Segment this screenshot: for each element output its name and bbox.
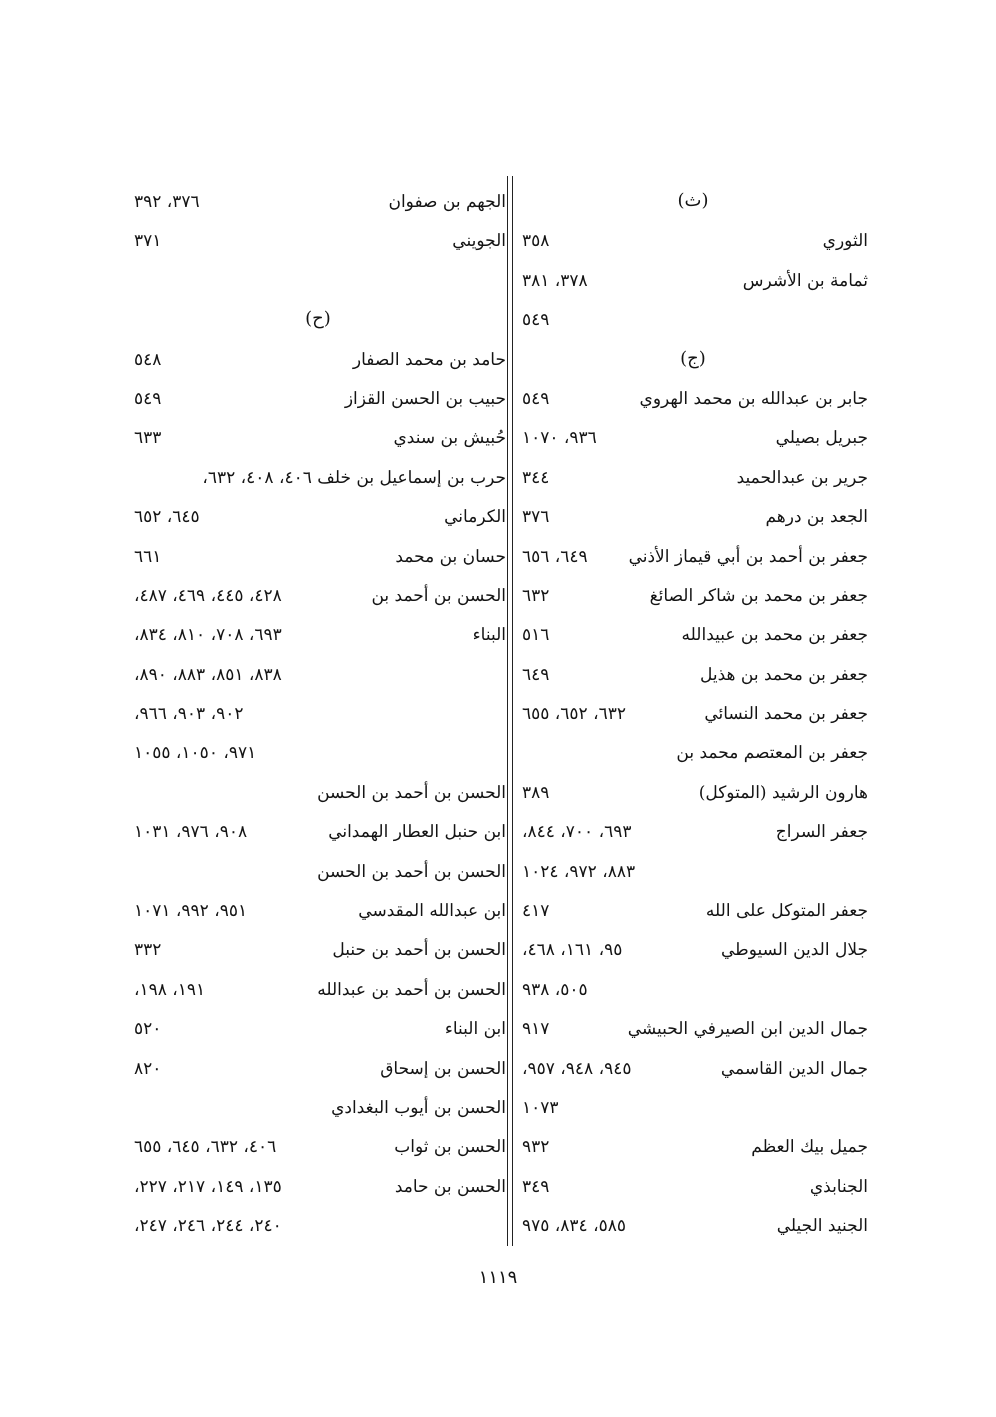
index-entry <box>130 739 506 778</box>
entry-pages: ٣٨٩ <box>522 782 550 803</box>
entry-name: ابن عبدالله المقدسي <box>358 901 506 922</box>
index-entry <box>130 1094 506 1133</box>
index-entry <box>518 1055 868 1094</box>
entry-pages: ٣٧٦، ٣٩٢ <box>134 192 200 212</box>
entry-pages: ٣٤٤ <box>522 467 550 488</box>
entry-name: الجعد بن درهم <box>765 507 868 528</box>
entry-name: الحسن بن أحمد بن عبدالله <box>317 979 506 1000</box>
section-heading <box>518 346 868 385</box>
page-number: ١١١٩ <box>478 1267 518 1288</box>
entry-name: ابن البناء <box>444 1019 506 1040</box>
entry-pages: ٩٥١، ٩٩٢، ١٠٧١ <box>134 901 248 922</box>
entry-pages: ٥٤٩ <box>522 388 550 409</box>
entry-pages: ٥٤٩ <box>134 388 162 409</box>
entry-pages: ٣٧١ <box>134 231 162 252</box>
entry-pages: ٩٣٦، ١٠٧٠ <box>522 428 597 449</box>
index-entry <box>518 858 868 897</box>
entry-name: البناء <box>472 625 506 646</box>
entry-name: الحسن بن حامد <box>394 1176 506 1197</box>
entry-name: الحسن بن أحمد بن <box>371 585 506 606</box>
index-entry <box>518 779 868 818</box>
index-entry <box>518 464 868 503</box>
index-entry <box>518 976 868 1015</box>
entry-pages: ٦٩٣، ٧٠٠، ٨٤٤، <box>522 822 632 843</box>
index-entry <box>518 227 868 266</box>
entry-pages: ٣٧٨، ٣٨١ <box>522 270 588 291</box>
entry-pages: ٥٨٥، ٨٣٤، ٩٧٥ <box>522 1216 626 1237</box>
entry-pages: ٩٧١، ١٠٥٠، ١٠٥٥ <box>134 743 257 764</box>
entry-pages: ٤٢٨، ٤٤٥، ٤٦٩، ٤٨٧، <box>134 585 282 606</box>
entry-name: حسان بن محمد <box>395 546 506 567</box>
entry-pages: ٩٣٢ <box>522 1137 550 1158</box>
index-entry <box>518 661 868 700</box>
column-divider <box>507 176 508 1246</box>
entry-pages: ٤١٧ <box>522 901 550 922</box>
entry-name: الحسن بن إسحاق <box>380 1058 506 1079</box>
index-entry <box>518 897 868 936</box>
index-entry <box>130 227 506 266</box>
index-entry <box>518 1015 868 1054</box>
entry-pages: ٦٣٣ <box>134 428 162 449</box>
index-entry <box>518 700 868 739</box>
entry-name: جميل بيك العظم <box>751 1137 868 1158</box>
index-entry <box>518 267 868 306</box>
entry-name: جابر بن عبدالله بن محمد الهروي <box>639 388 868 409</box>
entry-pages: ٥٠٥، ٩٣٨ <box>522 979 588 1000</box>
entry-pages: ٣٤٩ <box>522 1176 550 1197</box>
index-entry <box>130 621 506 660</box>
entry-pages: ٦٤٩، ٦٥٦ <box>522 546 588 567</box>
entry-name: الكرماني <box>444 507 506 528</box>
section-letter: (ث) <box>677 190 709 211</box>
entry-pages: ٦٦١ <box>134 546 162 567</box>
index-entry <box>518 1133 868 1172</box>
entry-pages: ٨٣٨، ٨٥١، ٨٨٣، ٨٩٠، <box>134 664 282 685</box>
entry-name: الحسن بن أحمد بن الحسن <box>317 782 506 803</box>
index-entry <box>130 1133 506 1172</box>
index-entry <box>518 818 868 857</box>
index-entry <box>130 424 506 463</box>
entry-name: الجهم بن صفوان <box>388 192 506 212</box>
entry-pages: ٥٤٨ <box>134 349 162 370</box>
index-entry <box>130 464 506 503</box>
entry-name: جعفر بن محمد بن عبيدالله <box>681 625 868 646</box>
index-entry <box>130 267 506 306</box>
index-entry <box>130 779 506 818</box>
index-entry <box>130 936 506 975</box>
entry-pages: ٩٠٢، ٩٠٣، ٩٦٦، <box>134 704 244 725</box>
index-entry <box>518 424 868 463</box>
entry-name: جرير بن عبدالحميد <box>736 467 868 488</box>
index-entry <box>518 582 868 621</box>
entry-pages: ٩٠٨، ٩٧٦، ١٠٣١ <box>134 822 248 843</box>
entry-name: حامد بن محمد الصفار <box>352 349 506 370</box>
entry-pages: ٦٩٣، ٧٠٨، ٨١٠، ٨٣٤، <box>134 625 282 646</box>
index-entry <box>130 1173 506 1212</box>
entry-name: الجنيد الجيلي <box>776 1216 868 1237</box>
entry-pages: ١٠٧٣ <box>522 1097 559 1118</box>
entry-name: ابن حنبل العطار الهمداني <box>328 822 506 843</box>
index-entry <box>130 543 506 582</box>
entry-pages: ٥٤٩ <box>522 310 550 331</box>
entry-name: جلال الدين السيوطي <box>721 940 868 961</box>
entry-pages: ٣٥٨ <box>522 231 550 252</box>
entry-pages: ٩٥، ١٦١، ٤٦٨، <box>522 940 623 961</box>
entry-pages: ١٣٥، ١٤٩، ٢١٧، ٢٢٧، <box>134 1176 282 1197</box>
entry-pages: ٦٣٢ <box>522 585 550 606</box>
entry-name: جعفر بن محمد النسائي <box>704 704 868 725</box>
index-entry <box>130 976 506 1015</box>
entry-pages: ٤٠٦، ٦٣٢، ٦٤٥، ٦٥٥ <box>134 1137 277 1158</box>
entry-pages: ٦٤٩ <box>522 664 550 685</box>
entry-name: ثمامة بن الأشرس <box>742 270 868 291</box>
entry-name: جعفر بن أحمد بن أبي قيماز الأذني <box>628 546 868 567</box>
right-column <box>518 188 868 1252</box>
index-entry <box>518 739 868 778</box>
entry-name: حرب بن إسماعيل بن خلف ٤٠٦، ٤٠٨، ٦٣٢، <box>202 467 506 488</box>
left-column <box>130 188 506 1252</box>
index-entry <box>130 582 506 621</box>
entry-name: الحسن بن أحمد بن حنبل <box>332 940 506 961</box>
index-entry <box>130 385 506 424</box>
index-entry <box>518 1173 868 1212</box>
entry-pages: ٢٤٠، ٢٤٤، ٢٤٦، ٢٤٧، <box>134 1216 282 1237</box>
entry-pages: ٥٢٠ <box>134 1019 162 1040</box>
entry-name: الجنابذي <box>809 1176 868 1197</box>
index-entry <box>130 897 506 936</box>
index-entry <box>130 700 506 739</box>
entry-name: جمال الدين ابن الصيرفي الحبيشي <box>627 1019 868 1040</box>
entry-name: حبيب بن الحسن القزاز <box>344 388 506 409</box>
entry-name: الثوري <box>822 231 868 252</box>
entry-pages: ٨٢٠ <box>134 1058 162 1079</box>
index-entry <box>518 936 868 975</box>
index-entry <box>518 1094 868 1133</box>
entry-pages: ٣٧٦ <box>522 507 550 528</box>
entry-name: جعفر المتوكل على الله <box>705 901 868 922</box>
entry-pages: ٩١٧ <box>522 1019 550 1040</box>
entry-name: جبريل بصيلي <box>775 428 868 449</box>
index-entry <box>518 503 868 542</box>
index-entry <box>130 1212 506 1251</box>
entry-name: جعفر بن محمد بن شاكر الصائغ <box>649 585 868 606</box>
entry-pages: ٦٤٥، ٦٥٢ <box>134 507 200 528</box>
entry-name: جعفر بن المعتصم محمد بن <box>676 743 868 764</box>
index-entry <box>518 1212 868 1251</box>
entry-name: الجويني <box>452 231 506 252</box>
index-entry <box>518 385 868 424</box>
index-entry <box>130 346 506 385</box>
index-entry <box>130 661 506 700</box>
entry-name: حُبيش بن سندي <box>393 428 506 449</box>
index-entry <box>130 858 506 897</box>
section-letter: (ج) <box>680 347 706 369</box>
index-entry <box>518 543 868 582</box>
section-letter: (ح) <box>305 308 331 330</box>
index-entry <box>130 818 506 857</box>
section-heading <box>518 188 868 227</box>
entry-name: الحسن بن أحمد بن الحسن <box>317 861 506 882</box>
entry-name: جعفر بن محمد بن هذيل <box>700 664 868 685</box>
index-entry <box>130 1015 506 1054</box>
index-entry <box>130 1055 506 1094</box>
entry-pages: ٩٤٥، ٩٤٨، ٩٥٧، <box>522 1058 632 1079</box>
section-heading <box>130 306 506 345</box>
entry-pages: ١٩١، ١٩٨، <box>134 979 206 1000</box>
entry-pages: ٥١٦ <box>522 625 550 646</box>
entry-name: جعفر السراج <box>775 822 868 843</box>
entry-name: جمال الدين القاسمي <box>720 1058 868 1079</box>
column-divider <box>512 176 513 1246</box>
index-entry <box>130 503 506 542</box>
entry-pages: ٣٣٢ <box>134 940 162 961</box>
index-entry <box>518 306 868 345</box>
entry-pages: ٨٨٣، ٩٧٢، ١٠٢٤ <box>522 861 636 882</box>
index-entry <box>518 621 868 660</box>
entry-name: الحسن بن أيوب البغدادي <box>331 1097 506 1118</box>
entry-pages: ٦٣٢، ٦٥٢، ٦٥٥ <box>522 704 626 725</box>
index-entry <box>130 188 506 227</box>
entry-name: الحسن بن ثواب <box>394 1137 506 1158</box>
entry-name: هارون الرشيد (المتوكل) <box>698 782 868 803</box>
